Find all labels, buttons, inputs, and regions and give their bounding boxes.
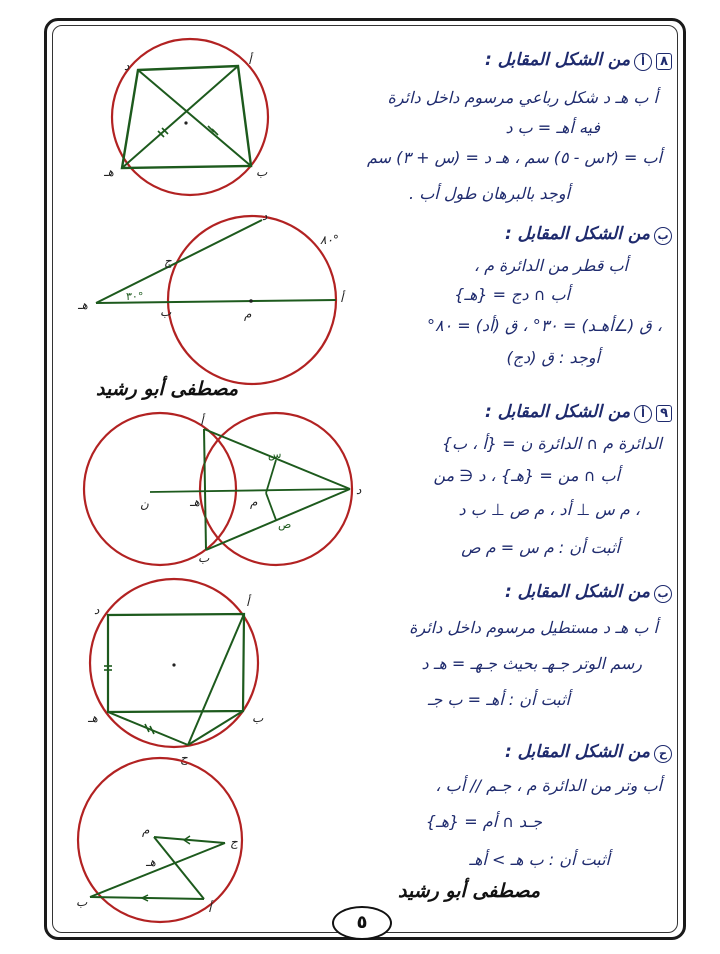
- problem-3-line-3: ، م س ⊥ أد ، م ص ⊥ ب د: [458, 500, 640, 519]
- figure-3-common-chord: [204, 429, 206, 550]
- figure-2-label-a: أ: [340, 291, 344, 305]
- problem-5-heading: [505, 742, 672, 763]
- problem-5-heading-text: من الشكل المقابل :: [504, 742, 650, 762]
- figure-3-circle-n: [84, 413, 236, 565]
- problem-2-heading: [505, 224, 672, 245]
- problem-3-line-4: أثبت أن : م س = م ص: [461, 538, 620, 557]
- figure-4-label-b: ب: [252, 711, 264, 725]
- figure-1-quadrilateral: [122, 66, 251, 168]
- problem-5-part: ح: [654, 745, 672, 763]
- figure-1: [103, 39, 268, 195]
- figure-3-perp-ms: [266, 460, 276, 493]
- problem-4-heading-text: من الشكل المقابل :: [504, 582, 650, 602]
- problem-1-part: أ: [634, 53, 652, 71]
- figure-4-label-d: د: [94, 603, 100, 617]
- figure-5: [76, 758, 242, 922]
- problem-3-part: أ: [634, 405, 652, 423]
- problem-3-line-1: الدائرة م ∩ الدائرة ن = {أ ، ب}: [441, 434, 662, 453]
- figure-5-label-m: م: [142, 823, 150, 837]
- figure-3-label-sad: ص: [278, 518, 292, 531]
- figure-2-secant: [96, 220, 262, 303]
- figure-4-label-a: أ: [246, 595, 250, 609]
- problem-4-line-2: رسم الوتر جـهـ بحيث جـهـ = هـ د: [421, 654, 642, 673]
- figure-1-label-a: أ: [248, 53, 252, 67]
- figure-2-arc-label: ٨٠°: [320, 233, 339, 247]
- problem-1-number: ٨: [656, 53, 672, 70]
- problem-3-heading-text: من الشكل المقابل :: [485, 402, 631, 422]
- figure-3-label-b: ب: [198, 551, 210, 565]
- figure-4-circle: [90, 579, 258, 747]
- figure-3-label-d: د: [356, 483, 362, 497]
- problem-4-line-1: أ ب هـ د مستطيل مرسوم داخل دائرة: [409, 618, 658, 637]
- figure-4-label-j: ج: [180, 751, 188, 765]
- figure-4-chord-ae: [188, 614, 244, 745]
- problem-5-line-3: أثبت أن : ب هـ > أهـ: [469, 850, 610, 869]
- problem-1-heading: [485, 50, 672, 71]
- figure-4: [87, 579, 264, 765]
- figure-3-perp-ms2: [266, 493, 276, 520]
- problem-2-heading-text: من الشكل المقابل :: [504, 224, 650, 244]
- figure-4-label-h: هـ: [88, 711, 98, 725]
- figure-1-label-h: هـ: [104, 165, 114, 179]
- figure-1-label-d: د: [124, 59, 130, 73]
- problem-2-part: ب: [654, 227, 672, 245]
- problem-4-part: ب: [654, 585, 672, 603]
- problem-1-line-4: أوجد بالبرهان طول أب .: [409, 184, 570, 203]
- figure-5-label-j: ج: [230, 835, 238, 849]
- problem-1-line-1: أ ب هـ د شكل رباعي مرسوم داخل دائرة: [387, 88, 658, 107]
- figure-2: [77, 209, 346, 384]
- problem-5-line-2: جـد ∩ أم = {هـ}: [425, 812, 542, 831]
- signature-1: مصطفى أبو رشيد: [96, 378, 239, 400]
- problem-3-heading: [485, 402, 672, 423]
- problem-2-line-1: أب قطر من الدائرة م ،: [473, 256, 628, 275]
- figure-5-line-jb: [90, 843, 225, 897]
- figure-3-label-m: م: [250, 495, 258, 509]
- figure-5-label-b: ب: [76, 895, 88, 909]
- problem-1-heading-text: من الشكل المقابل :: [485, 50, 631, 70]
- figure-2-angle-label: ٣٠°: [126, 290, 144, 303]
- figure-3-center-line: [150, 489, 350, 492]
- figure-2-label-b: ب: [160, 305, 172, 319]
- figure-1-diagonal-1: [138, 70, 251, 166]
- problem-4-heading: [505, 582, 672, 603]
- figure-1-diagonal-2: [122, 66, 238, 168]
- problem-5-line-1: أب وتر من الدائرة م ، جـم // أب ،: [435, 776, 662, 795]
- figure-2-label-j: ج: [164, 254, 172, 268]
- figure-1-label-b: ب: [256, 165, 268, 179]
- problem-1-line-3: أب = (٢س - ٥) سم ، هـ د = (س + ٣) سم: [367, 148, 662, 167]
- figure-5-chord-ab: [90, 897, 204, 899]
- figure-3-label-n: ن: [140, 497, 149, 511]
- figure-2-label-h: هـ: [78, 298, 88, 312]
- problem-3-number: ٩: [656, 405, 672, 422]
- figure-2-label-d: د: [262, 209, 268, 223]
- figure-3: [84, 413, 362, 565]
- figure-3-label-s: س: [268, 448, 282, 461]
- figure-5-label-a: أ: [208, 901, 212, 915]
- problem-3-line-2: أب ∩ من = {هـ} ، د ∈ من: [433, 466, 620, 485]
- problem-2-line-2: أب ∩ دج = {هـ}: [454, 285, 570, 304]
- figure-3-label-a: أ: [200, 414, 204, 428]
- figure-2-label-m: م: [244, 307, 252, 321]
- figure-5-label-h: هـ: [146, 855, 156, 869]
- figure-5-line-mj: [154, 837, 225, 843]
- signature-2: مصطفى أبو رشيد: [398, 880, 541, 902]
- problem-2-line-3: ، ق (∠أهـد) = ٣٠° ، ق (أد) = ٨٠°: [427, 316, 662, 335]
- problem-1-line-2: فيه أهـ = ب د: [505, 118, 600, 137]
- problem-2-line-4: أوجد : ق (دج): [506, 348, 600, 367]
- page-number: ٥: [332, 906, 392, 940]
- figure-3-label-h: هـ: [190, 495, 200, 509]
- problem-4-line-3: أثبت أن : أهـ = ب جـ: [427, 690, 570, 709]
